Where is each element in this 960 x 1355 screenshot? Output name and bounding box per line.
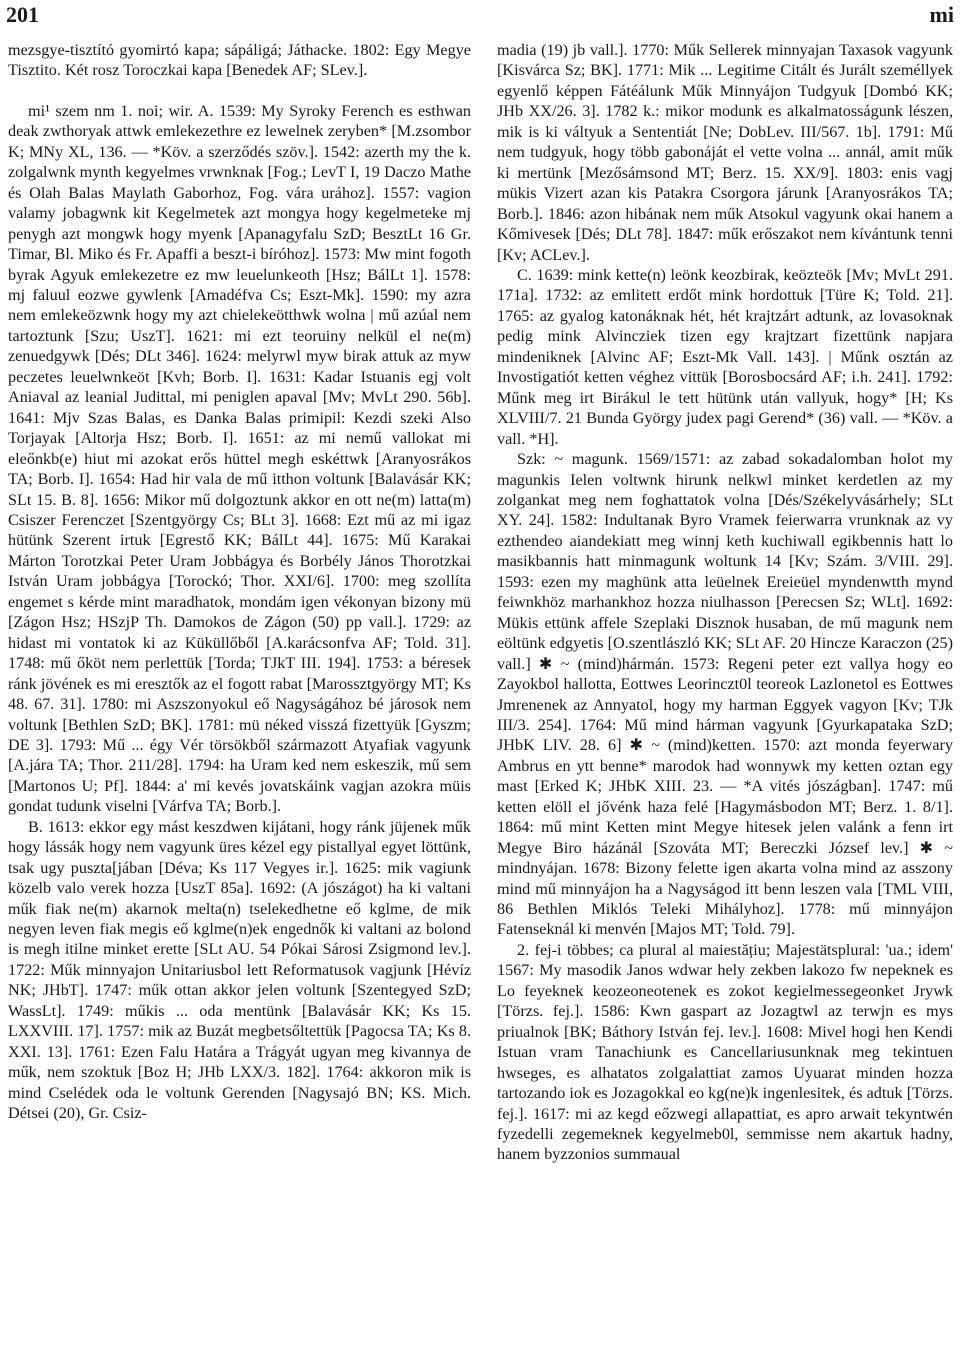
left-column (8, 40, 471, 1124)
page-header (6, 2, 954, 28)
entry-mi-section-b: B. 1613: ekkor egy mást keszdwen kijátani, hogy ránk jüjenek műk hogy lássák hogy nem vagyunk üres kézel egy pistallyal egyet löttünk, tsak ugy puszta[jában [Déva; Ks 117 Vegyes ir.]. 1625: mik vagiunk közelb valo verek hozza [UszT 85a]. 1692: (A jószágot) ha ki valtani műk fiak ne(m) akarnok melta(n) tselekedhetne eő kglme, de mik negyen leven fiak megis eő kglme(n)ek engednők ki valtani az bolond is megh itilne minket erette [SLt AU. 54 Pókai Sárosi Zsigmond lev.]. 1722: Műk minnyajon Unitariusbol lett Reformatusok vagjunk [Hévíz NK; JHbT]. 1747: műk ottan akkor jelen voltunk [Szentegyed SzD; WassLt]. 1749: műkis ... oda mentünk [Balavásár KK; Ks 15. LXXVIII. 17]. 1757: mik az Buzát megbetsőltettük [Pagocsa TA; Ks 8. XXI. 13]. 1761: Ezen Falu Határa a Trágyát ugyan meg kivannya de műk, nem szoktuk [Boz H; JHb LXX/3. 182]. 1764: akkoron mik is mind Cselédek oda le voltunk Gerenden [Nagysajó BN; KS. Mich. Détsei (20), Gr. Csiz- (8, 817, 471, 1123)
entry-mi-phrases: Szk: ~ magunk. 1569/1571: az zabad sokadalomban holot my magunkis Ielen voltwnk hirunk nelkwl minket kerdetlen az my zolgankat meg nem foghattatok volna [Dés/Székelyvásárhely; SLt XY. 24]. 1582: Indultanak Byro Vramek feierwarra vrunknak az vy ezthendeo aiandekiatt meg winnj keth kuchiwall egikbennis hatt lo masikbannis hatt minmagunk woltunk 14 [Kv; Szám. 3/VIII. 29]. 1593: ezen my maghünk atta leüelnek Ereieüel myndenwtth mynd feiwnkhöz marhankhoz hozza niulhasson [Perecsen Sz; WLt]. 1692: Mükis ettünk affele Szeplaki Disznok husaban, de mű magunk nem eöltünk edgyetis [O.szentlászló KK; SLt AF. 20 Hincze Karaczon (25) vall.] ✱ ~ (mind)hármán. 1573: Regeni peter ezt vallya hogy eo Zayokbol hallotta, Eottwes Leorinczt0l teoreok Lazlonetol es Eottwes Jmrenenek az Annyatol, hogy my harman Eggyek vagyon [Kv; TJk III/3. 254]. 1764: Mű mind hárman vagyunk [Gyurkapataka SzD; JHbK LIV. 28. 6] ✱ ~ (mind)ketten. 1570: azt monda feyerwary Ambrus en ytt benne* marodok had wonnywk my ketten oztan egy mast [Erked K; JHbK XIII. 23. — *A vités jószágban]. 1747: mű ketten elöll el jővénk haza felé [Hagymásbodon MT; Berz. 1. 8/1]. 1864: mű mint Ketten mint Megye hitesek jelen valánk a fenn irt Megye Biro házánál [Szováta MT; Bereczki József lev.] ✱ ~ mindnyájan. 1678: Bizony felette igen akarta volna mind az asszony mind mű minnyájon ha a Nagyságod itt benn leszen vala [TML VIII, 86 Bethlen Miklós Teleki Mihályhoz]. 1778: mű minnyájon Fatenseknál ki menvén [Majos MT; Told. 79]. (497, 450, 953, 939)
entry-mi-section-c: C. 1639: mink kette(n) leönk keozbirak, keözteök [Mv; MvLt 291. 171a]. 1732: az emlitett erdőt mink hordottuk [Türe K; Told. 21]. 1765: az gyalog katonáknak hét, hét krajtzárt adtunk, az lovasoknak pedig mink Alvincziek tizen egy krajtzart fizettünk napjara mindeniknek [Alvinc AF; Eszt-Mk Vall. 143]. | Műnk osztán az Invostigatiót ketten véghez vittük [Borosbocsárd AF; i.h. 241]. 1792: Műnk meg irt Birákul le tett hütünk után vallyuk, hogy* [H; Ks XLVIII/7. 21 Bunda György judex pagi Gerend* (36) vall. — *Köv. a vall. *H]. (497, 265, 953, 448)
entry-continuation: mezsgye-tisztító gyomirtó kapa; sápáligá; Játhacke. 1802: Egy Megye Tisztito. Két rosz Toroczkai kapa [Benedek AF; SLev.]. (8, 41, 471, 80)
catchword: mi (929, 2, 954, 27)
entry-mi: mi¹ szem nm 1. noi; wir. A. 1539: My Syroky Ferench es esthwan deak zwthoryak attwk emlekezethre ez lewelnek zeryben* [M.zsombor K; MNy XL, 136. — *Köv. a szerződés szöv.]. 1542: azerth my the k. zolgalwnk mynth kegyelmes vrwnknak [Fog.; LevT I, 19 Daczo Mathe és Olah Balas Maylath Gaborhoz, Fog. vára urához]. 1557: vagion valamy jobagwnk kit Kegelmetek azt mongya hogy kegelmeteke mj penygh azt mongwk hogy myenk [Apanagyfalu SzD; BesztLt 16 Gr. Timar, Bl. Miko és Fr. Apaffi a beszt-i bíróhoz]. 1573: Mw mint fogoth byrak Agyuk emlekezetre ez mw leuelunkeoth [Hsz; BálLt 1]. 1578: mj faluul eozwe gywlenk [Amadéfva Cs; Eszt-Mk]. 1590: my azra nem emlekeözwnk hogy my azt chielekeötthwk wolna | mű azúal nem tartoztunk [Szu; UszT]. 1621: mi ezt teoruiny nelkül el ne(m) zenuedgywk [Dés; DLt 346]. 1624: melyrwl myw birak attuk az myw peczetes leuelwnkeöt [Kvh; Borb. I]. 1631: Kadar Istuanis egj volt Aniaval az leanial Judittal, mi peniglen apaval [Mv; MvLt 290. 56b]. 1641: Mjv Szas Balas, es Danka Balas primipil: Kezdi szeki Also Torjayak [Altorja Hsz; Borb. I]. 1651: az mi nemű vallokat mi eleőnkb(e) hiut mi azokat erős hüttel megh eskéttwk [Aranyosrákos TA; Borb. I]. 1654: Had hir vala de mű itthon voltunk [Balavásár KK; SLt 15. B. 8]. 1656: Mikor mű dolgoztunk akkor en ott ne(m) latta(m) Csiszer Ferenczet [Szentgyörgy Cs; BLt 3]. 1668: Ezt mű az mi igaz hütünk Szerent irtuk [Egrestő KK; BálLt 44]. 1675: Mű Karakai Márton Torotzkai Peter Uram Jobbágya és Borbély János Thorotzkai István Uram jobbágya [Torockó; Thor. XXI/6]. 1700: meg szollíta engemet s kérde mint maradhatok, mondám igen vékonyan bizony mü [Zágon Hsz; HSzjP Th. Damokos de Zágon (50) pp vall.]. 1729: az hidast mi vontatok ki az Küküllőből [A.karácsonfva AF; Told. 31]. 1748: mű őköt nem perlettük [Torda; TJkT III. 194]. 1753: a béresek ránk jövének es mi eresztők az el fogott rabat [Marossztgyörgy MT; Ks 48. 67. 31]. 1780: mi Aszszonyokul eő Nagyságához bé járosok nem voltunk [Bethlen SzD; BK]. 1781: mü néked visszá fizettyük [Gyszm; DE 3]. 1793: Mű ... égy Vér törsökből származott Atyafiak vagyunk [A.jára TA; Thor. 211/28]. 1794: ha Uram ked nem eskeszik, mű sem [Martonos U; Pf]. 1844: a' mi kevés jovatskáink vagjan azokra müis gondat tudunk viselni [Várfva TA; Borb.]. (8, 101, 471, 816)
entry-mi-sense-2: 2. fej-i többes; ca plural al maiestățiu; Majestätsplural: 'ua.; idem' 1567: My masodik Janos wdwar hely zekben lakozo fw nepeknek es Lo feyeknek keozeoneotenek es zokot kegielmessegeonket Jrywk [Törzs. fej.]. 1586: Kwn gaspart az Jozagtwl az terwjn es mys priualnok [BK; Báthory István fej. lev.]. 1608: Mivel hogi hen Kendi Istuan vram Tanachiunk es Cancellariusunknak meg tekintuen hwseges, es alhatatos zolgalattiat zamos Uyuarat minden hozza tartozando iok es Jozagokkal eo kg(ne)k ingenlesitek, és adtuk [Törzs. fej.]. 1617: mi az kegd eőzwegi allapattiat, es apro arwait tekyntwén fyzedelli zegemeknek kegyelmeb0l, semmisse nem akartuk hadny, hanem byzzonios summaual (497, 940, 953, 1164)
entry-mi-section-b-cont: madia (19) jb vall.]. 1770: Műk Sellerek minnyajan Taxasok vagyunk [Kisvárca Sz; BK]. 1771: Mik ... Legitime Citált és Jurált személlyek egyenlő képpen Fátéálunk Műk Minnyájon Tudgyuk [Dombó KK; JHb XX/26. 3]. 1782 k.: mikor modunk es alkalmatosságunk lészen, mik is ki váltyuk a Sententiát [Ne; DobLev. III/567. 1b]. 1791: Mű nem tudgyuk, hogy több gabonáját el vette volna ... annál, amit műk ki mertünk [Mezősámsond MT; Berz. 15. XX/9]. 1803: enis vagj mükis Vizert azan kis Patakra Csorgora járunk [Aranyosrákos TA; Borb.]. 1846: azon hibának nem műk Atsokul vagyunk okai hanem a Kőmivesek [Dés; DLt 78]. 1847: műk erőszakot nem kívántunk tenni [Kv; ACLev.]. (497, 41, 953, 264)
page-number: 201 (6, 2, 39, 27)
right-column (497, 40, 953, 1165)
